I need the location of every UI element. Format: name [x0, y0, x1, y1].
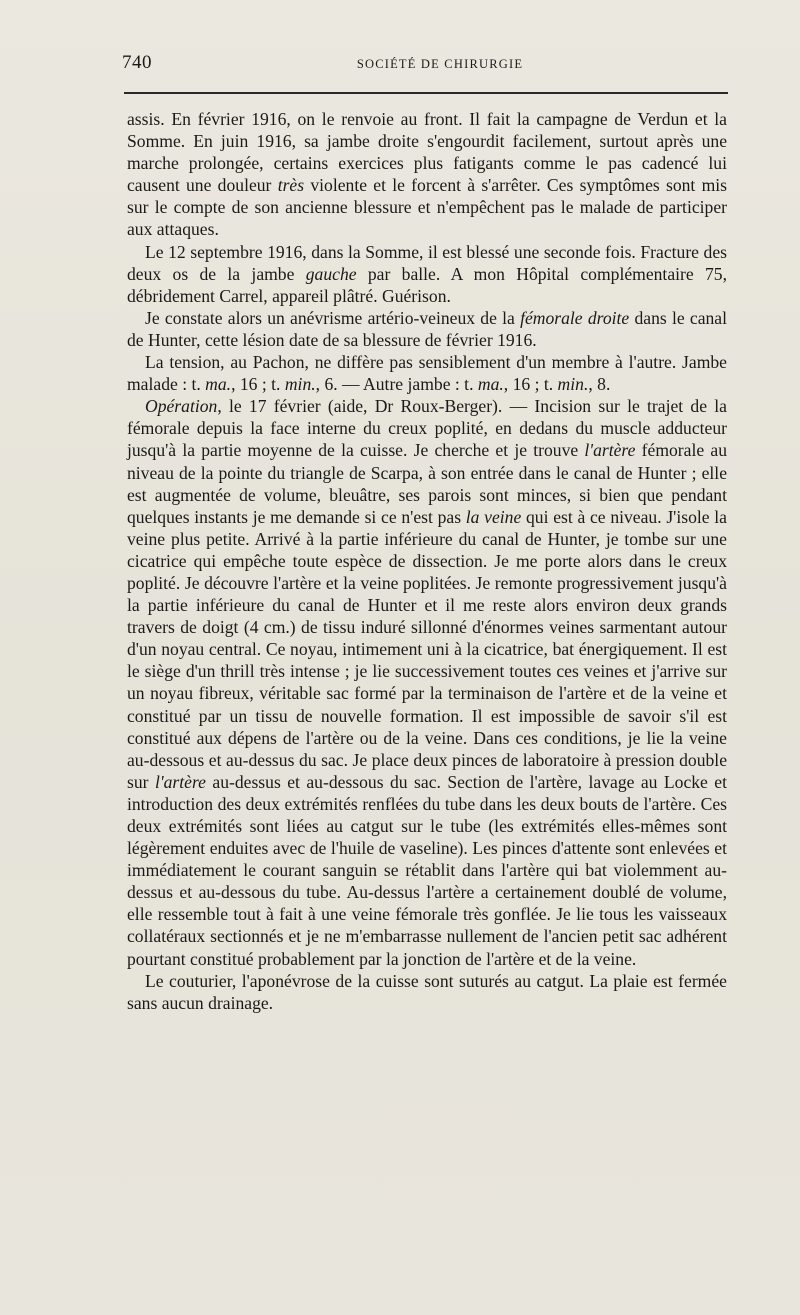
emphasis: gauche	[305, 263, 357, 284]
emphasis: ma.	[205, 374, 232, 395]
paragraph-3: Je constate alors un anévrisme artério-veineux de la fémorale droite dans le canal de Hunter, cette lésion date de sa blessure de février 1916.	[127, 307, 727, 350]
page-header	[120, 48, 730, 78]
page-number: 740	[122, 52, 152, 73]
emphasis: min.	[557, 374, 589, 395]
emphasis: l'artère	[584, 440, 636, 461]
body-text	[127, 108, 727, 1014]
emphasis: Opération	[145, 396, 218, 417]
paragraph-1: assis. En février 1916, on le renvoie au front. Il fait la campagne de Verdun et la Somme. En juin 1916, sa jambe droite s'engourdit facilement, surtout après une marche prolongée, certains exercices plus fatigants comme le pas cadencé lui causent une douleur très violente et le forcent à s'arrêter. Ces symptômes sont mis sur le compte de son ancienne blessure et n'empêchent pas le malade de participer aux attaques.	[127, 109, 727, 240]
emphasis: ma.	[477, 374, 504, 395]
emphasis: min.	[284, 374, 316, 395]
header-rule	[124, 92, 728, 94]
paragraph-2: Le 12 septembre 1916, dans la Somme, il est blessé une seconde fois. Fracture des deux os de la jambe gauche par balle. A mon Hôpital complémentaire 75, débridement Carrel, appareil plâtré. Guérison.	[127, 241, 727, 306]
emphasis: la veine	[465, 506, 522, 527]
emphasis: très	[277, 175, 305, 196]
paragraph-6: Le couturier, l'aponévrose de la cuisse sont suturés au catgut. La plaie est fermée sans aucun drainage.	[127, 970, 727, 1013]
emphasis: fémorale droite	[520, 307, 630, 328]
emphasis: l'artère	[154, 771, 206, 792]
paragraph-5: Opération, le 17 février (aide, Dr Roux-Berger). — Incision sur le trajet de la fémorale depuis la face interne du creux poplité, en dedans du muscle adducteur jusqu'à la partie moyenne de la cuisse. Je cherche et je trouve l'artère fémorale au niveau de la pointe du triangle de Scarpa, à son entrée dans le canal de Hunter ; elle est augmentée de volume, bleuâtre, ses parois sont minces, si bien que pendant quelques instants je me demande si ce n'est pas la veine qui est à ce niveau. J'isole la veine plus petite. Arrivé à la partie inférieure du canal de Hunter, je tombe sur une cicatrice qui empêche toute espèce de dissection. Je me porte alors dans le creux poplité. Je découvre l'artère et la veine poplitées. Je remonte progressivement jusqu'à la partie inférieure du canal de Hunter et il me reste alors environ deux grands travers de doigt (4 cm.) de tissu induré sillonné d'énormes veines sarmentant autour d'un noyau central. Ce noyau, intimement uni à la cicatrice, bat énergiquement. Il est le siège d'un thrill très intense ; je lie successivement toutes ces veines et j'arrive sur un noyau fibreux, véritable sac formé par la terminaison de l'artère et de la veine et constitué par un tissu de nouvelle formation. Il est impossible de savoir s'il est constitué aux dépens de l'artère ou de la veine. Dans ces conditions, je lie la veine au-dessous et au-dessus du sac. Je place deux pinces de laboratoire à pression double sur l'artère au-dessus et au-dessous du sac. Section de l'artère, lavage au Locke et introduction des deux extrémités renflées du tube dans les deux bouts de l'artère. Ces deux extrémités sont liées au catgut sur le tube (les extrémités elles-mêmes sont légèrement enduites avec de l'huile de vaseline). Les pinces d'attente sont enlevées et immédiatement le courant sanguin se rétablit dans l'artère qui bat violemment au-dessus et au-dessous du tube. Au-dessus l'artère a certainement doublé de volume, elle ressemble tout à fait à une veine fémorale très gonflée. Je lie tous les vaisseaux collatéraux sectionnés et je ne m'embarrasse nullement de l'ancien petit sac adhérent pourtant constitué probablement par la jonction de l'artère et de la veine.	[127, 396, 727, 969]
running-title: SOCIÉTÉ DE CHIRURGIE	[356, 57, 524, 71]
paragraph-4: La tension, au Pachon, ne diffère pas sensiblement d'un membre à l'autre. Jambe malade : t. ma., 16 ; t. min., 6. — Autre jambe : t. ma., 16 ; t. min., 8.	[127, 352, 727, 395]
